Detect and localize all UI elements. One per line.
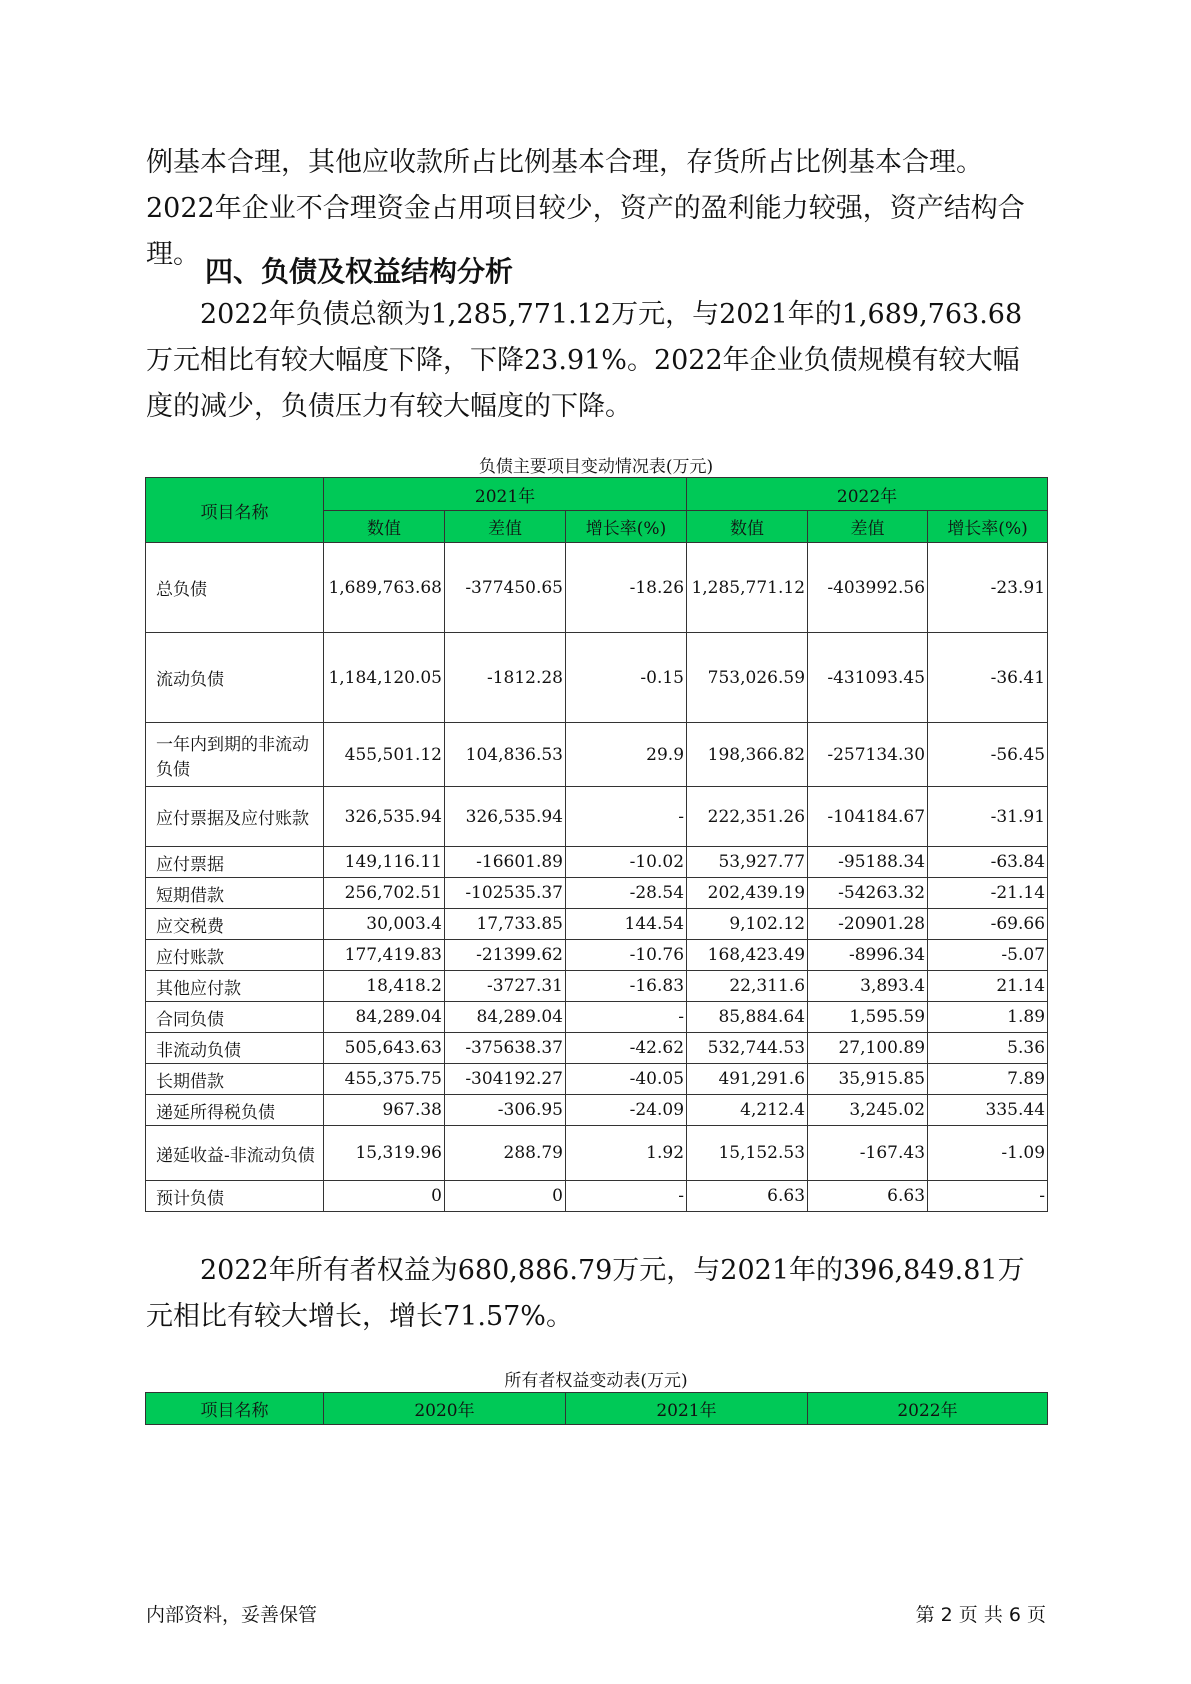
table-cell: -102535.37 bbox=[445, 878, 566, 909]
table-cell: -42.62 bbox=[566, 1033, 687, 1064]
table-cell: 177,419.83 bbox=[324, 940, 445, 971]
equity-table-caption: 所有者权益变动表(万元) bbox=[504, 1371, 688, 1391]
table-cell: -8996.34 bbox=[808, 940, 928, 971]
table-cell: -23.91 bbox=[928, 543, 1048, 633]
row-label: 短期借款 bbox=[146, 878, 324, 909]
equity-paragraph: 2022年所有者权益为680,886.79万元，与2021年的396,849.81万元相比有较大增长，增长71.57%。 bbox=[146, 1255, 1025, 1332]
table-cell: -306.95 bbox=[445, 1095, 566, 1126]
table-cell: 15,319.96 bbox=[324, 1126, 445, 1181]
table-cell: -5.07 bbox=[928, 940, 1048, 971]
table-cell: 532,744.53 bbox=[687, 1033, 808, 1064]
table-cell: 455,375.75 bbox=[324, 1064, 445, 1095]
table-cell: 144.54 bbox=[566, 909, 687, 940]
table-cell: -10.02 bbox=[566, 847, 687, 878]
subheader-diff: 差值 bbox=[445, 511, 566, 543]
table-cell: 5.36 bbox=[928, 1033, 1048, 1064]
table-row bbox=[146, 1126, 1048, 1181]
row-label: 应付票据 bbox=[146, 847, 324, 878]
table-cell: -20901.28 bbox=[808, 909, 928, 940]
equity-table bbox=[145, 1392, 1048, 1425]
table-cell: -28.54 bbox=[566, 878, 687, 909]
page-number: 第 2 页 共 6 页 bbox=[915, 1604, 1046, 1626]
row-label: 非流动负债 bbox=[146, 1033, 324, 1064]
table-cell: 6.63 bbox=[808, 1181, 928, 1212]
col-header-year-2022: 2022年 bbox=[687, 478, 1048, 511]
table-cell: 104,836.53 bbox=[445, 723, 566, 787]
table-cell: -54263.32 bbox=[808, 878, 928, 909]
table-cell: 202,439.19 bbox=[687, 878, 808, 909]
table-cell: -31.91 bbox=[928, 787, 1048, 847]
equity-col-header-year: 2022年 bbox=[808, 1393, 1048, 1425]
table-row bbox=[146, 847, 1048, 878]
row-label: 递延收益-非流动负债 bbox=[146, 1126, 324, 1181]
table-cell: 0 bbox=[324, 1181, 445, 1212]
table-cell: -1812.28 bbox=[445, 633, 566, 723]
table-cell: -56.45 bbox=[928, 723, 1048, 787]
table-cell: 491,291.6 bbox=[687, 1064, 808, 1095]
table-cell: 1,689,763.68 bbox=[324, 543, 445, 633]
table-cell: -10.76 bbox=[566, 940, 687, 971]
table-cell: -69.66 bbox=[928, 909, 1048, 940]
table-cell: 326,535.94 bbox=[324, 787, 445, 847]
table-cell: -377450.65 bbox=[445, 543, 566, 633]
table-cell: -167.43 bbox=[808, 1126, 928, 1181]
row-label: 预计负债 bbox=[146, 1181, 324, 1212]
liability-table bbox=[145, 477, 1048, 1212]
table-cell: 3,893.4 bbox=[808, 971, 928, 1002]
table-cell: 7.89 bbox=[928, 1064, 1048, 1095]
table-cell: 753,026.59 bbox=[687, 633, 808, 723]
table-cell: -21399.62 bbox=[445, 940, 566, 971]
table-cell: -95188.34 bbox=[808, 847, 928, 878]
table-cell: 15,152.53 bbox=[687, 1126, 808, 1181]
table-cell: 288.79 bbox=[445, 1126, 566, 1181]
table-row bbox=[146, 1181, 1048, 1212]
table-cell: -63.84 bbox=[928, 847, 1048, 878]
table-row bbox=[146, 1095, 1048, 1126]
table-cell: 1.89 bbox=[928, 1002, 1048, 1033]
table-cell: 4,212.4 bbox=[687, 1095, 808, 1126]
table-cell: 256,702.51 bbox=[324, 878, 445, 909]
table-cell: 3,245.02 bbox=[808, 1095, 928, 1126]
row-label: 应交税费 bbox=[146, 909, 324, 940]
table-cell: 168,423.49 bbox=[687, 940, 808, 971]
table-cell: 84,289.04 bbox=[445, 1002, 566, 1033]
table-cell: - bbox=[566, 1181, 687, 1212]
liability-table-caption: 负债主要项目变动情况表(万元) bbox=[478, 457, 714, 477]
table-cell: - bbox=[566, 787, 687, 847]
table-cell: -21.14 bbox=[928, 878, 1048, 909]
table-cell: 30,003.4 bbox=[324, 909, 445, 940]
table-row bbox=[146, 971, 1048, 1002]
table-cell: 22,311.6 bbox=[687, 971, 808, 1002]
table-row bbox=[146, 723, 1048, 787]
table-cell: 21.14 bbox=[928, 971, 1048, 1002]
table-cell: 84,289.04 bbox=[324, 1002, 445, 1033]
table-cell: -375638.37 bbox=[445, 1033, 566, 1064]
table-row bbox=[146, 909, 1048, 940]
equity-col-header-year: 2020年 bbox=[324, 1393, 566, 1425]
table-cell: -403992.56 bbox=[808, 543, 928, 633]
table-row bbox=[146, 543, 1048, 633]
table-cell: 222,351.26 bbox=[687, 787, 808, 847]
table-cell: 198,366.82 bbox=[687, 723, 808, 787]
table-cell: 149,116.11 bbox=[324, 847, 445, 878]
table-cell: 53,927.77 bbox=[687, 847, 808, 878]
row-label: 应付账款 bbox=[146, 940, 324, 971]
table-cell: 85,884.64 bbox=[687, 1002, 808, 1033]
table-cell: -104184.67 bbox=[808, 787, 928, 847]
table-cell: 967.38 bbox=[324, 1095, 445, 1126]
subheader-rate: 增长率(%) bbox=[928, 511, 1048, 543]
intro-paragraph: 例基本合理，其他应收款所占比例基本合理，存货所占比例基本合理。2022年企业不合理资金占用项目较少，资产的盈利能力较强，资产结构合理。 bbox=[146, 147, 1025, 270]
table-cell: -18.26 bbox=[566, 543, 687, 633]
table-row bbox=[146, 633, 1048, 723]
table-cell: -3727.31 bbox=[445, 971, 566, 1002]
table-cell: 455,501.12 bbox=[324, 723, 445, 787]
table-cell: -304192.27 bbox=[445, 1064, 566, 1095]
table-cell: -431093.45 bbox=[808, 633, 928, 723]
row-label: 总负债 bbox=[146, 543, 324, 633]
table-cell: 326,535.94 bbox=[445, 787, 566, 847]
liability-paragraph: 2022年负债总额为1,285,771.12万元，与2021年的1,689,763.68万元相比有较大幅度下降，下降23.91%。2022年企业负债规模有较大幅度的减少，负债压力有较大幅度的下降。 bbox=[146, 299, 1023, 422]
table-cell: 6.63 bbox=[687, 1181, 808, 1212]
equity-col-header-name: 项目名称 bbox=[146, 1393, 324, 1425]
row-label: 一年内到期的非流动负债 bbox=[146, 723, 324, 787]
subheader-rate: 增长率(%) bbox=[566, 511, 687, 543]
row-label: 流动负债 bbox=[146, 633, 324, 723]
subheader-value: 数值 bbox=[324, 511, 445, 543]
row-label: 其他应付款 bbox=[146, 971, 324, 1002]
table-cell: -1.09 bbox=[928, 1126, 1048, 1181]
subheader-value: 数值 bbox=[687, 511, 808, 543]
table-cell: 335.44 bbox=[928, 1095, 1048, 1126]
table-cell: -24.09 bbox=[566, 1095, 687, 1126]
table-cell: 29.9 bbox=[566, 723, 687, 787]
equity-col-header-year: 2021年 bbox=[566, 1393, 808, 1425]
table-row bbox=[146, 940, 1048, 971]
row-label: 长期借款 bbox=[146, 1064, 324, 1095]
table-cell: -16.83 bbox=[566, 971, 687, 1002]
table-cell: 505,643.63 bbox=[324, 1033, 445, 1064]
table-cell: -36.41 bbox=[928, 633, 1048, 723]
table-cell: 18,418.2 bbox=[324, 971, 445, 1002]
table-cell: 9,102.12 bbox=[687, 909, 808, 940]
table-cell: 1.92 bbox=[566, 1126, 687, 1181]
table-row bbox=[146, 1002, 1048, 1033]
table-cell: 35,915.85 bbox=[808, 1064, 928, 1095]
table-row bbox=[146, 1033, 1048, 1064]
row-label: 应付票据及应付账款 bbox=[146, 787, 324, 847]
table-cell: 1,595.59 bbox=[808, 1002, 928, 1033]
table-cell: 17,733.85 bbox=[445, 909, 566, 940]
table-cell: -0.15 bbox=[566, 633, 687, 723]
table-cell: -40.05 bbox=[566, 1064, 687, 1095]
table-cell: 27,100.89 bbox=[808, 1033, 928, 1064]
table-cell: -257134.30 bbox=[808, 723, 928, 787]
row-label: 递延所得税负债 bbox=[146, 1095, 324, 1126]
table-cell: -16601.89 bbox=[445, 847, 566, 878]
table-cell: 1,285,771.12 bbox=[687, 543, 808, 633]
table-cell: 0 bbox=[445, 1181, 566, 1212]
table-cell: - bbox=[566, 1002, 687, 1033]
table-cell: 1,184,120.05 bbox=[324, 633, 445, 723]
subheader-diff: 差值 bbox=[808, 511, 928, 543]
table-row bbox=[146, 878, 1048, 909]
table-cell: - bbox=[928, 1181, 1048, 1212]
section-heading: 四、负债及权益结构分析 bbox=[205, 255, 514, 288]
row-label: 合同负债 bbox=[146, 1002, 324, 1033]
footer-note: 内部资料，妥善保管 bbox=[146, 1604, 318, 1626]
table-row bbox=[146, 1064, 1048, 1095]
table-row bbox=[146, 787, 1048, 847]
col-header-name: 项目名称 bbox=[146, 478, 324, 543]
col-header-year-2021: 2021年 bbox=[324, 478, 687, 511]
